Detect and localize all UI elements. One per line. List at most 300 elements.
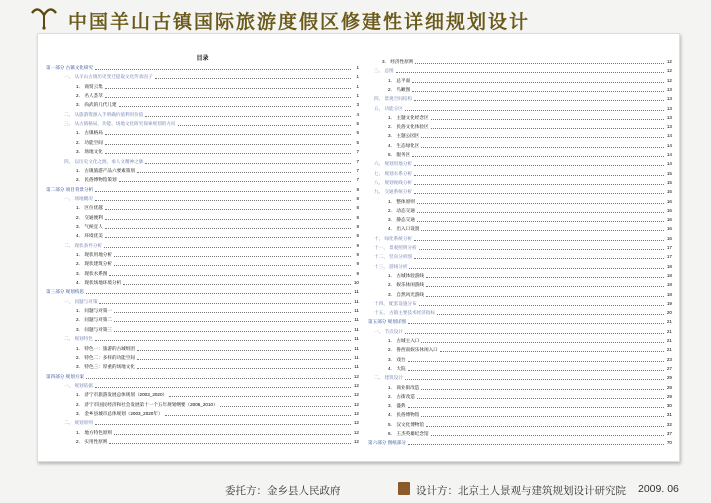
- toc-leader: [405, 333, 664, 334]
- toc-entry-label: 1． 主题文化经念区: [388, 114, 429, 120]
- logo-icon: [30, 5, 58, 31]
- toc-entry-page: 18: [666, 291, 672, 297]
- toc-leader: [137, 359, 351, 360]
- toc-entry[interactable]: [368, 105, 672, 113]
- toc-entry[interactable]: [46, 438, 359, 446]
- toc-entry[interactable]: [46, 363, 359, 371]
- toc-entry-label: 1． 现状用地分析: [76, 252, 112, 257]
- toc-entry-label: 二、 规划原则: [64, 420, 93, 426]
- toc-entry[interactable]: [368, 67, 672, 75]
- toc-entry[interactable]: [368, 411, 672, 419]
- toc-leader: [169, 396, 351, 397]
- toc-leader: [405, 379, 664, 380]
- toc-leader: [414, 258, 664, 259]
- toc-entry-label: 2． 特色二：多样的功能空间: [76, 354, 135, 360]
- toc-entry-page: 12: [353, 382, 359, 388]
- toc-entry-page: 9: [356, 242, 359, 248]
- toc-leader: [417, 221, 664, 222]
- toc-leader: [414, 165, 664, 166]
- toc-entry-page: 11: [354, 298, 359, 304]
- toc-leader: [105, 97, 351, 98]
- toc-entry-page: 12: [353, 401, 359, 407]
- toc-entry-page: 32: [666, 421, 672, 427]
- toc-entry-label: 一、 从羊山古镇历史变迁提取文化传承因子: [64, 74, 153, 80]
- toc-entry-label: 六、 规划用地分析: [374, 161, 413, 167]
- toc-entry-label: 4． 生态绿化区: [388, 142, 420, 148]
- toc-entry-label: 1． 区位优越: [76, 205, 103, 211]
- toc-leader: [431, 128, 664, 129]
- toc-entry[interactable]: [368, 402, 672, 410]
- toc-entry-label: 3． 静态交通: [388, 217, 415, 223]
- toc-entry-page: 21: [666, 338, 672, 343]
- toc-entry-label: 3． 现状水系图: [76, 270, 108, 276]
- toc-heading: 目录: [196, 56, 209, 62]
- toc-entry-page: 23: [666, 356, 672, 362]
- toc-entry-label: 八、 规划视线分析: [374, 179, 413, 185]
- toc-entry-page: 8: [356, 186, 359, 192]
- toc-entry-label: 1． 古镇旅游产品六要素策划: [76, 167, 135, 173]
- toc-leader: [414, 193, 664, 194]
- toc-entry-label: 一、 问题与对策: [64, 298, 98, 304]
- toc-entry-label: 2． 现状建筑分析: [76, 261, 112, 267]
- toc-leader: [114, 331, 351, 332]
- toc-entry-page: 9: [356, 261, 359, 267]
- toc-entry-label: 3． 主题公园区: [388, 133, 420, 139]
- toc-entry-page: 1: [356, 65, 359, 70]
- toc-leader: [431, 435, 664, 436]
- toc-entry[interactable]: [46, 83, 359, 91]
- toc-entry[interactable]: [46, 158, 359, 166]
- firm-logo-icon: [398, 482, 410, 495]
- toc-entry-page: 12: [353, 392, 359, 398]
- toc-leader: [396, 72, 664, 73]
- toc-entry-page: 9: [356, 270, 359, 276]
- toc-entry[interactable]: [46, 139, 359, 147]
- toc-leader: [119, 106, 351, 107]
- toc-entry-label: 1． 济宁市旅游发展总体规划（2003_2020）: [76, 392, 168, 398]
- toc-leader: [417, 398, 664, 399]
- toc-entry[interactable]: [46, 326, 359, 334]
- toc-entry[interactable]: [46, 354, 359, 362]
- toc-entry[interactable]: [368, 86, 672, 94]
- toc-entry-page: 16: [666, 189, 672, 195]
- toc-entry[interactable]: [46, 373, 359, 381]
- toc-leader: [421, 342, 664, 343]
- toc-entry-label: 十、 绿化系统分析: [374, 235, 413, 241]
- toc-entry-page: 12: [353, 410, 359, 416]
- toc-entry[interactable]: [368, 263, 672, 271]
- toc-leader: [414, 184, 664, 185]
- toc-entry-label: 2． 问题与对策二: [76, 317, 112, 323]
- toc-entry[interactable]: [368, 337, 672, 345]
- toc-leader: [440, 351, 664, 352]
- toc-page: [37, 33, 680, 462]
- toc-entry[interactable]: [368, 216, 672, 224]
- toc-entry-label: 第四部分 规划方案: [46, 373, 85, 379]
- toc-entry-page: 11: [354, 317, 359, 323]
- toc-entry-page: 12: [353, 429, 359, 435]
- toc-entry[interactable]: [368, 309, 672, 317]
- toc-entry-page: 4: [356, 111, 359, 117]
- toc-entry-page: 5: [356, 121, 359, 127]
- toc-leader: [405, 110, 664, 111]
- toc-entry[interactable]: [368, 207, 672, 215]
- toc-leader: [95, 200, 351, 201]
- toc-entry[interactable]: [46, 316, 359, 324]
- footer: [0, 481, 711, 501]
- page-title: 中国羊山古镇国际旅游度假区修建性详细规划设计: [68, 11, 531, 33]
- toc-entry-page: 12: [353, 420, 359, 426]
- toc-entry[interactable]: [46, 64, 359, 72]
- toc-entry-page: 11: [354, 345, 359, 351]
- toc-entry[interactable]: [368, 151, 672, 159]
- toc-entry-page: 1: [356, 83, 359, 89]
- toc-entry[interactable]: [46, 288, 359, 296]
- toc-leader: [95, 387, 351, 388]
- toc-entry-label: 十二、 竖向分析图: [374, 254, 413, 260]
- toc-leader: [114, 321, 351, 322]
- toc-entry[interactable]: [46, 335, 359, 343]
- toc-leader: [431, 119, 664, 120]
- toc-leader: [114, 265, 351, 266]
- toc-leader: [421, 389, 664, 390]
- toc-leader: [415, 63, 664, 64]
- toc-entry-page: 11: [354, 308, 359, 314]
- toc-entry-label: 2． 济宁市国民经济和社会发展第十一个五年规划纲要（2006_2010）: [76, 401, 218, 407]
- toc-entry-label: 3． 尚武的几代儿建: [76, 102, 117, 108]
- toc-entry[interactable]: [46, 419, 359, 427]
- toc-entry-label: 5． 汉文化博物馆: [388, 421, 424, 427]
- toc-entry-page: 16: [666, 198, 672, 204]
- toc-entry-page: 11: [354, 336, 359, 342]
- toc-entry[interactable]: [46, 111, 359, 119]
- toc-entry-label: 3． 经济性原则: [382, 59, 414, 64]
- toc-leader: [165, 415, 351, 416]
- toc-entry-label: 2． 动态交通: [388, 207, 415, 213]
- toc-entry-page: 20: [666, 310, 672, 316]
- toc-entry-page: 16: [666, 217, 672, 223]
- toc-leader: [95, 191, 351, 192]
- toc-entry-page: 18: [666, 263, 672, 269]
- toc-leader: [114, 434, 351, 435]
- toc-entry-page: 12: [353, 373, 359, 379]
- toc-entry-page: 5: [356, 130, 359, 136]
- toc-entry-page: 14: [666, 133, 672, 139]
- toc-leader: [95, 340, 351, 341]
- toc-leader: [421, 137, 664, 138]
- toc-entry[interactable]: [46, 242, 359, 250]
- toc-entry[interactable]: [368, 384, 672, 392]
- toc-leader: [417, 203, 664, 204]
- toc-entry[interactable]: [46, 148, 359, 156]
- toc-leader: [109, 443, 351, 444]
- toc-entry[interactable]: [46, 176, 359, 184]
- toc-entry-page: 14: [666, 161, 672, 167]
- toc-entry-page: 7: [356, 177, 359, 183]
- toc-leader: [417, 212, 664, 213]
- toc-entry-page: 70: [666, 440, 672, 446]
- toc-entry-label: 3． 盛典: [388, 403, 406, 409]
- toc-leader: [155, 78, 351, 79]
- toc-entry-page: 11: [354, 289, 359, 295]
- toc-entry-page: 13: [666, 96, 672, 102]
- toc-entry-page: 7: [356, 158, 359, 164]
- toc-leader: [137, 350, 351, 351]
- toc-entry-label: 第五部分 规划详图: [368, 319, 407, 325]
- toc-entry-label: 4． 现状场地环境分析: [76, 280, 122, 286]
- toc-entry[interactable]: [46, 101, 359, 109]
- toc-entry[interactable]: [46, 429, 359, 437]
- toc-leader: [178, 125, 351, 126]
- toc-entry-label: 十三、 游线分析: [374, 263, 408, 269]
- toc-entry-label: 第六部分 图纸部分: [368, 440, 407, 446]
- toc-entry-label: 3． 特色三：厚重的场地文化: [76, 364, 135, 370]
- toc-entry[interactable]: [368, 132, 672, 140]
- toc-entry[interactable]: [368, 300, 672, 308]
- toc-entry-page: 29: [666, 393, 672, 399]
- toc-entry-label: 三、 从古镇格局、功能、场地文化研究探索规划的方向: [64, 121, 176, 127]
- toc-entry-page: 11: [354, 364, 359, 370]
- toc-entry-label: 4． 民俗博物馆: [388, 412, 420, 418]
- toc-entry[interactable]: [46, 167, 359, 175]
- toc-leader: [419, 305, 664, 306]
- toc-entry-label: 2． 名人荟萃: [76, 93, 103, 99]
- toc-leader: [421, 147, 664, 148]
- toc-leader: [421, 230, 664, 231]
- toc-entry[interactable]: [368, 291, 672, 299]
- toc-leader: [114, 256, 351, 257]
- toc-entry-label: 4． 大院: [388, 365, 406, 371]
- toc-entry-page: 8: [356, 223, 359, 229]
- toc-entry-page: 11: [354, 354, 359, 360]
- toc-entry[interactable]: [368, 160, 672, 168]
- toc-entry-label: 一、 场地概况: [64, 195, 93, 201]
- toc-leader: [145, 163, 351, 164]
- toc-entry[interactable]: [368, 244, 672, 252]
- toc-entry-label: 十五、 古镇主要技术经济指标: [374, 310, 435, 316]
- toc-entry[interactable]: [46, 129, 359, 137]
- toc-leader: [105, 219, 351, 220]
- toc-entry-page: 29: [666, 375, 672, 381]
- toc-entry-label: 2． 民俗文化体验区: [388, 124, 429, 130]
- toc-entry-label: 1． 总平面: [388, 77, 411, 83]
- toc-entry-page: 8: [356, 205, 359, 211]
- toc-entry[interactable]: [46, 391, 359, 399]
- toc-entry-page: 17: [666, 254, 672, 260]
- toc-leader: [137, 368, 351, 369]
- toc-leader: [105, 237, 351, 238]
- toc-entry[interactable]: [368, 272, 672, 280]
- toc-entry[interactable]: [46, 410, 359, 418]
- toc-leader: [437, 314, 664, 315]
- toc-entry-label: 3． 戏台: [388, 356, 406, 362]
- toc-leader: [119, 181, 351, 182]
- toc-entry-page: 12: [666, 68, 672, 74]
- toc-entry[interactable]: [368, 393, 672, 401]
- toc-leader: [86, 293, 351, 294]
- toc-entry-label: 四、 景观空间结构: [374, 96, 413, 102]
- toc-entry-label: 4． 出入口设置: [388, 226, 420, 232]
- toc-entry[interactable]: [46, 204, 359, 212]
- toc-entry-label: 1． 特色一：旅游的古城组团: [76, 345, 135, 351]
- toc-leader: [421, 416, 664, 417]
- toc-leader: [105, 228, 351, 229]
- designer-text: 设计方：北京土人景观与建筑规划设计研究院: [416, 485, 626, 497]
- toc-entry-label: 1． 古城主入口: [388, 338, 420, 343]
- client-text: 委托方：金乡县人民政府: [225, 485, 341, 497]
- toc-leader: [105, 209, 351, 210]
- toc-entry-page: 21: [666, 319, 672, 325]
- toc-leader: [114, 312, 351, 313]
- toc-entry[interactable]: [46, 251, 359, 259]
- toc-leader: [426, 426, 664, 427]
- toc-entry[interactable]: [46, 298, 359, 306]
- toc-entry-label: 第二部分 项目背景分析: [46, 186, 94, 192]
- toc-entry-label: 2． 古街改造: [388, 393, 415, 399]
- toc-entry-page: 9: [356, 252, 359, 257]
- toc-entry-label: 1． 古镇格局: [76, 130, 103, 136]
- toc-entry[interactable]: [368, 421, 672, 429]
- toc-entry-label: 1． 商贸云集: [76, 83, 103, 89]
- toc-entry[interactable]: [368, 365, 672, 373]
- toc-leader: [414, 100, 664, 101]
- toc-entry[interactable]: [46, 92, 359, 100]
- toc-entry-page: 12: [666, 59, 672, 64]
- toc-entry-label: 1． 古城体验游线: [388, 272, 424, 278]
- toc-entry[interactable]: [368, 123, 672, 131]
- toc-entry-page: 13: [666, 124, 672, 130]
- toc-entry-label: 三、 总图: [374, 68, 394, 74]
- toc-entry[interactable]: [46, 186, 359, 194]
- toc-entry[interactable]: [368, 374, 672, 382]
- toc-entry-page: 13: [666, 86, 672, 92]
- toc-entry-page: 8: [356, 233, 359, 239]
- toc-entry-label: 3． 气候宜人: [76, 223, 103, 229]
- toc-leader: [426, 296, 664, 297]
- toc-entry-label: 第一部分 古镇文化研究: [46, 65, 94, 70]
- toc-leader: [220, 406, 351, 407]
- toc-entry[interactable]: [46, 345, 359, 353]
- toc-entry-label: 6． 王杰英雄纪念馆: [388, 431, 429, 436]
- toc-leader: [95, 69, 351, 70]
- toc-entry-page: 29: [666, 384, 672, 390]
- toc-entry-page: 14: [666, 142, 672, 148]
- toc-leader: [412, 156, 664, 157]
- toc-entry-page: 16: [666, 207, 672, 213]
- toc-entry-label: 第三部分 规划构思: [46, 289, 85, 295]
- toc-leader: [419, 249, 664, 250]
- toc-leader: [414, 240, 664, 241]
- toc-entry-page: 1: [356, 93, 359, 99]
- toc-leader: [105, 134, 351, 135]
- toc-entry[interactable]: [368, 58, 672, 66]
- toc-leader: [426, 277, 664, 278]
- toc-entry[interactable]: [368, 179, 672, 187]
- toc-entry-page: 11: [354, 326, 359, 332]
- toc-entry[interactable]: [368, 318, 672, 326]
- toc-entry-label: 十四、 配套设施分布: [374, 300, 417, 306]
- toc-entry-label: 5． 服务区: [388, 152, 411, 157]
- toc-entry-page: 8: [356, 195, 359, 201]
- toc-entry-page: 31: [666, 412, 672, 418]
- toc-entry[interactable]: [368, 95, 672, 103]
- toc-leader: [414, 175, 664, 176]
- toc-entry-page: 17: [666, 245, 672, 250]
- toc-leader: [408, 361, 664, 362]
- toc-entry-label: 2． 民俗博物馆策划: [76, 177, 117, 183]
- toc-entry-page: 16: [666, 235, 672, 241]
- toc-entry-page: 27: [666, 365, 672, 371]
- toc-entry[interactable]: [46, 214, 359, 222]
- toc-leader: [95, 424, 351, 425]
- toc-entry[interactable]: [46, 232, 359, 240]
- toc-leader: [426, 286, 664, 287]
- toc-entry[interactable]: [46, 260, 359, 268]
- toc-entry[interactable]: [368, 439, 672, 447]
- toc-leader: [86, 378, 351, 379]
- toc-entry[interactable]: [368, 114, 672, 122]
- toc-entry[interactable]: [46, 401, 359, 409]
- toc-entry-label: 2． 交通便利: [76, 214, 103, 220]
- toc-entry-page: 7: [356, 167, 359, 173]
- toc-entry-page: 13: [666, 105, 672, 111]
- toc-entry[interactable]: [368, 356, 672, 364]
- toc-entry[interactable]: [368, 225, 672, 233]
- toc-entry-page: 19: [666, 300, 672, 306]
- toc-leader: [105, 153, 351, 154]
- toc-entry-label: 2． 娱乐休闲游线: [388, 282, 424, 288]
- toc-entry[interactable]: [46, 223, 359, 231]
- toc-entry[interactable]: [46, 120, 359, 128]
- toc-entry[interactable]: [368, 430, 672, 438]
- toc-entry[interactable]: [46, 307, 359, 315]
- toc-entry[interactable]: [46, 195, 359, 203]
- toc-leader: [109, 275, 351, 276]
- toc-leader: [99, 303, 351, 304]
- toc-entry[interactable]: [46, 382, 359, 390]
- toc-entry-label: 二、 从旅游资源入手明确价值利用价值: [64, 111, 144, 117]
- toc-entry-label: 1． 整体原则: [388, 198, 415, 204]
- toc-entry[interactable]: [368, 281, 672, 289]
- toc-entry[interactable]: [368, 170, 672, 178]
- date-text: 2009. 06: [638, 483, 679, 495]
- toc-entry-page: 14: [666, 152, 672, 157]
- toc-entry-label: 2． 鲁西南娱乐休闲入口: [388, 347, 438, 353]
- toc-entry-label: 二、 建筑设计: [374, 375, 403, 381]
- toc-entry[interactable]: [46, 270, 359, 278]
- toc-entry[interactable]: [368, 346, 672, 354]
- toc-entry-label: 七、 规划水系分析: [374, 170, 413, 176]
- toc-entry-page: 1: [356, 74, 359, 80]
- toc-entry[interactable]: [368, 198, 672, 206]
- toc-entry[interactable]: [368, 142, 672, 150]
- toc-entry[interactable]: [368, 235, 672, 243]
- toc-entry[interactable]: [368, 253, 672, 261]
- toc-entry-page: 21: [666, 347, 672, 353]
- toc-entry-label: 2． 鸟瞰图: [388, 86, 411, 92]
- toc-leader: [412, 82, 664, 83]
- toc-entry[interactable]: [368, 328, 672, 336]
- toc-leader: [137, 172, 351, 173]
- toc-entry-label: 一、 规划依据: [64, 382, 93, 388]
- toc-leader: [105, 88, 351, 89]
- toc-entry-page: 16: [666, 226, 672, 232]
- toc-entry-page: 37: [666, 431, 672, 436]
- toc-entry[interactable]: [46, 279, 359, 287]
- toc-entry[interactable]: [368, 77, 672, 85]
- toc-entry[interactable]: [46, 73, 359, 81]
- toc-entry[interactable]: [368, 188, 672, 196]
